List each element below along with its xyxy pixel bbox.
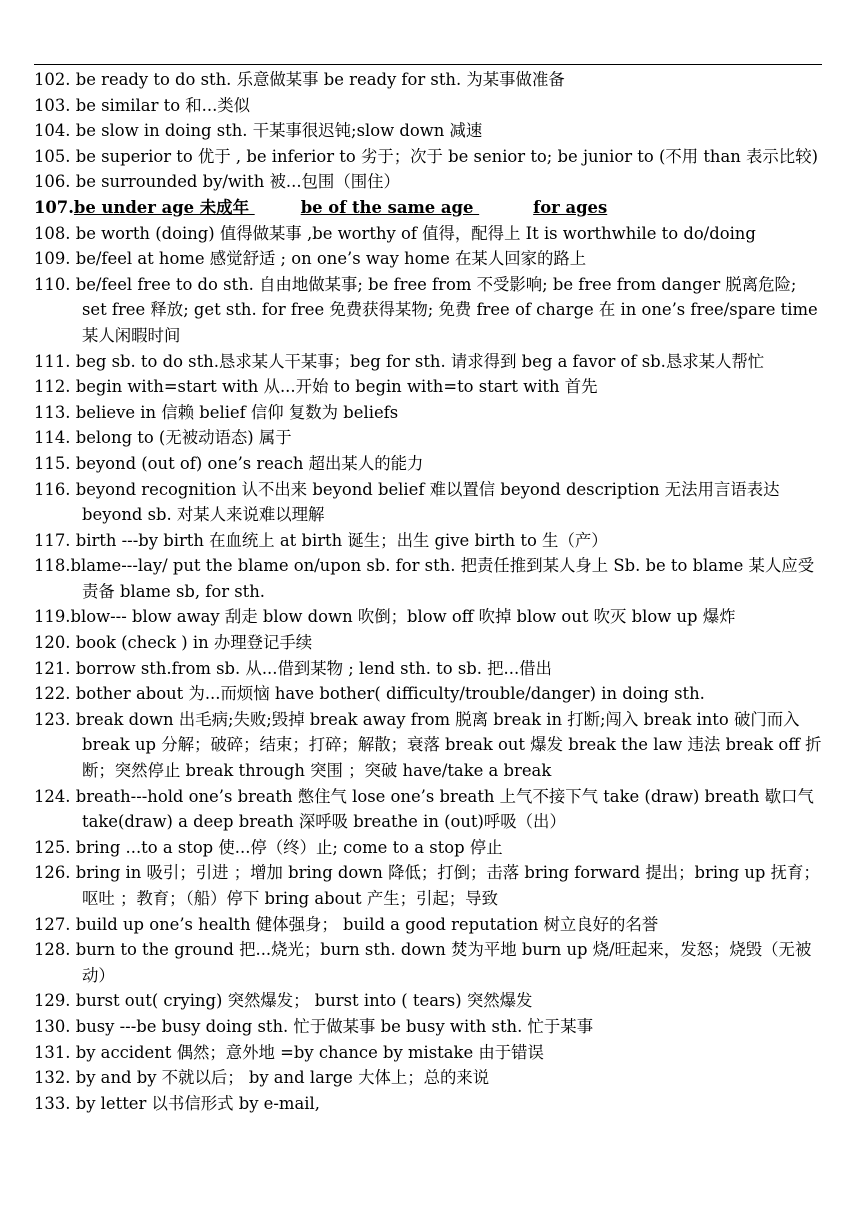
- entry-number: 114.: [34, 428, 71, 448]
- entry-number: 105.: [34, 146, 71, 166]
- entry-number: 127.: [34, 914, 71, 934]
- entry-108: [34, 221, 824, 247]
- entry-text: be slow in doing sth. 干某事很迟钝;slow down 减速: [70, 121, 483, 141]
- entry-phrase-under-age: be under age 未成年: [73, 197, 255, 217]
- entry-number: 109.: [34, 249, 71, 269]
- entry-number: 120.: [34, 633, 71, 653]
- entry-118: [34, 553, 824, 604]
- entry-111: [34, 349, 824, 375]
- entry-number: 129.: [34, 991, 71, 1011]
- entry-115: [34, 451, 824, 477]
- entry-number: 133.: [34, 1093, 71, 1113]
- entry-104: [34, 118, 824, 144]
- entry-103: [34, 93, 824, 119]
- entry-number: 126.: [34, 863, 71, 883]
- entry-131: [34, 1040, 824, 1066]
- entry-phrase-for-ages: for ages: [533, 197, 608, 217]
- entry-text: bring in 吸引；引进 ；增加 bring down 降低；打倒；击落 bring forward 提出；bring up 抚育；呕吐 ；教育；（船）停下 bring about 产生；引起；导致: [70, 863, 820, 908]
- document-body: [34, 67, 824, 1116]
- entry-text: bring ...to a stop 使...停（终）止; come to a stop 停止: [70, 837, 503, 857]
- entry-number: 113.: [34, 402, 71, 422]
- entry-number: 103.: [34, 95, 71, 115]
- entry-text: beg sb. to do sth.恳求某人干某事；beg for sth. 请求得到 beg a favor of sb.恳求某人帮忙: [70, 351, 765, 371]
- top-rule: [34, 64, 822, 65]
- entry-120: [34, 630, 824, 656]
- entry-number: 122.: [34, 684, 71, 704]
- entry-text: beyond (out of) one’s reach 超出某人的能力: [70, 453, 424, 473]
- entry-126: [34, 860, 824, 911]
- entry-110: [34, 272, 824, 349]
- entry-124: [34, 784, 824, 835]
- entry-123: [34, 707, 824, 784]
- entry-106: [34, 169, 824, 195]
- entry-number: 115.: [34, 453, 71, 473]
- entry-number: 106.: [34, 172, 71, 192]
- entry-text: burst out( crying) 突然爆发； burst into ( tears) 突然爆发: [70, 991, 533, 1011]
- entry-text: belong to (无被动语态) 属于: [70, 428, 292, 448]
- entry-text: by letter 以书信形式 by e-mail,: [70, 1093, 320, 1113]
- entry-text: begin with=start with 从...开始 to begin with=to start with 首先: [70, 377, 598, 397]
- entry-text: believe in 信赖 belief 信仰 复数为 beliefs: [70, 402, 399, 422]
- entry-133: [34, 1091, 824, 1117]
- entry-text: by and by 不就以后； by and large 大体上；总的来说: [70, 1068, 490, 1088]
- entry-112: [34, 374, 824, 400]
- entry-107: [34, 195, 824, 221]
- entry-text: busy ---be busy doing sth. 忙于做某事 be busy with sth. 忙于某事: [70, 1016, 594, 1036]
- entry-number: 116.: [34, 479, 71, 499]
- entry-number: 110.: [34, 274, 71, 294]
- entry-text: blow--- blow away 刮走 blow down 吹倒；blow off 吹掉 blow out 吹灭 blow up 爆炸: [70, 607, 736, 627]
- entry-number: 124.: [34, 786, 71, 806]
- entry-text: be/feel at home 感觉舒适 ; on one’s way home 在某人回家的路上: [70, 249, 587, 269]
- entry-114: [34, 425, 824, 451]
- entry-116: [34, 477, 824, 528]
- entry-102: [34, 67, 824, 93]
- entry-text: be similar to 和...类似: [70, 95, 251, 115]
- entry-109: [34, 246, 824, 272]
- entry-text: breath---hold one’s breath 憋住气 lose one’s breath 上气不接下气 take (draw) breath 歇口气 take(draw) a deep breath 深呼吸 breathe in (out)呼吸（出）: [70, 786, 814, 832]
- entry-132: [34, 1065, 824, 1091]
- entry-number: 112.: [34, 377, 71, 397]
- entry-129: [34, 988, 824, 1014]
- entry-text: be surrounded by/with 被...包围（围住）: [70, 172, 400, 192]
- entry-text: blame---lay/ put the blame on/upon sb. for sth. 把责任推到某人身上 Sb. be to blame 某人应受责备 blame sb, for sth.: [70, 556, 815, 601]
- entry-number: 119.: [34, 607, 71, 627]
- entry-number: 128.: [34, 940, 71, 960]
- entry-text: book (check ) in 办理登记手续: [70, 633, 313, 653]
- entry-127: [34, 912, 824, 938]
- entry-phrase-same-age: be of the same age: [300, 197, 480, 217]
- entry-text: be superior to 优于 , be inferior to 劣于；次于 be senior to; be junior to (不用 than 表示比较): [70, 146, 818, 166]
- entry-119: [34, 604, 824, 630]
- entry-text: burn to the ground 把...烧光；burn sth. down 焚为平地 burn up 烧/旺起来，发怒；烧毁（无被动）: [70, 940, 812, 985]
- entry-number: 108.: [34, 223, 71, 243]
- entry-text: beyond recognition 认不出来 beyond belief 难以置信 beyond description 无法用言语表达 beyond sb. 对某人来说难以理解: [70, 479, 780, 525]
- entry-number: 132.: [34, 1068, 71, 1088]
- entry-number: 104.: [34, 121, 71, 141]
- entry-number: 117.: [34, 530, 71, 550]
- entry-125: [34, 835, 824, 861]
- entry-number: 102.: [34, 70, 71, 89]
- entry-number: 111.: [34, 351, 71, 371]
- entry-117: [34, 528, 824, 554]
- entry-122: [34, 681, 824, 707]
- entry-text: borrow sth.from sb. 从...借到某物 ; lend sth. to sb. 把...借出: [70, 658, 552, 678]
- entry-text: by accident 偶然；意外地 =by chance by mistake 由于错误: [70, 1042, 544, 1062]
- entry-121: [34, 656, 824, 682]
- entry-number: 130.: [34, 1016, 71, 1036]
- entry-number: 123.: [34, 709, 71, 729]
- entry-text: be worth (doing) 值得做某事 ,be worthy of 值得，配得上 It is worthwhile to do/doing: [70, 223, 756, 243]
- entry-number: 121.: [34, 658, 71, 678]
- entry-113: [34, 400, 824, 426]
- entry-text: break down 出毛病;失败;毁掉 break away from 脱离 break in 打断;闯入 break into 破门而入 break up 分解；破碎；结束；打碎；解散；衰落 break out 爆发 break the law 违法 break off 折断；突然停止 break through 突围 ；突破 have/take a break: [70, 709, 822, 781]
- entry-text: build up one’s health 健体强身； build a good reputation 树立良好的名誉: [70, 914, 659, 934]
- entry-text: be ready to do sth. 乐意做某事 be ready for sth. 为某事做准备: [70, 70, 565, 89]
- entry-text: be/feel free to do sth. 自由地做某事; be free from 不受影响; be free from danger 脱离危险; set free 释放; get sth. for free 免费获得某物; 免费 free of charge 在 in one’s free/spare time 某人闲暇时间: [70, 274, 818, 345]
- entry-130: [34, 1014, 824, 1040]
- entry-text: bother about 为...而烦恼 have bother( difficulty/trouble/danger) in doing sth.: [70, 684, 705, 704]
- entry-128: [34, 937, 824, 988]
- entry-text: birth ---by birth 在血统上 at birth 诞生；出生 give birth to 生（产）: [70, 530, 608, 550]
- entry-number: 107.: [34, 197, 74, 217]
- entry-105: [34, 144, 824, 170]
- entry-number: 125.: [34, 837, 71, 857]
- entry-number: 131.: [34, 1042, 71, 1062]
- entry-number: 118.: [34, 556, 71, 576]
